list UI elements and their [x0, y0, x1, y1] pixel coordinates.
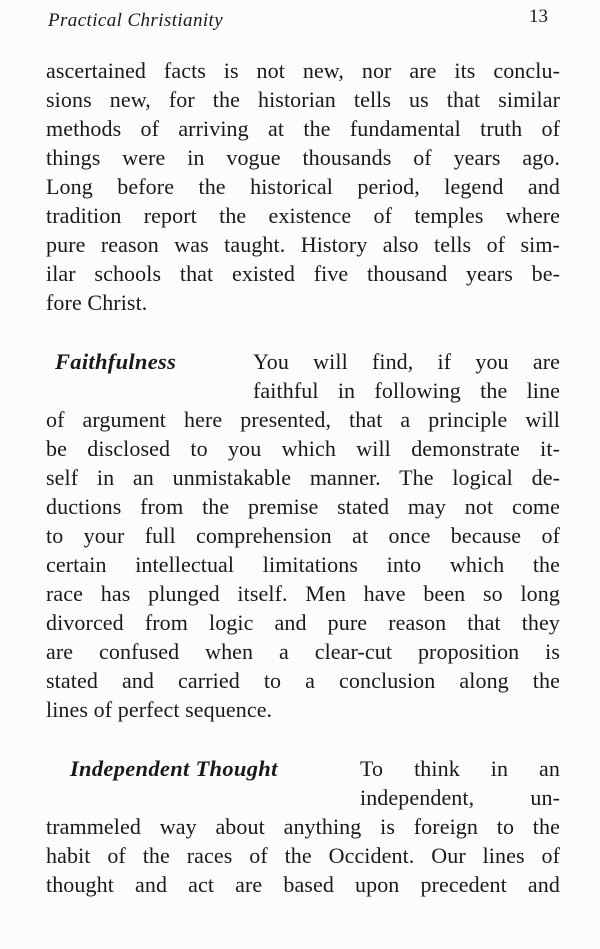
text-line: certain intellectual limitations into which the [46, 552, 560, 577]
text-line: to your full comprehension at once because of [46, 523, 560, 548]
text-line: pure reason was taught. History also tells of sim- [46, 232, 560, 257]
text-line: trammeled way about anything is foreign to the [46, 814, 560, 839]
running-title: Practical Christianity [48, 10, 224, 31]
text-line: thought and act are based upon precedent and [46, 872, 560, 897]
text-line: ductions from the premise stated may not come [46, 494, 560, 519]
text-line: independent, un- [360, 785, 560, 810]
text-line: habit of the races of the Occident. Our lines of [46, 843, 560, 868]
page-number: 13 [529, 6, 548, 27]
text-line: stated and carried to a conclusion along the [46, 668, 560, 693]
section-independent-thought [46, 754, 560, 899]
text-line: You will find, if you are [253, 349, 560, 374]
text-line: methods of arriving at the fundamental truth of [46, 116, 560, 141]
text-line: ilar schools that existed five thousand years be- [46, 261, 560, 286]
text-line: race has plunged itself. Men have been so long [46, 581, 560, 606]
text-line: faithful in following the line [253, 378, 560, 403]
text-line: self in an unmistakable manner. The logical de- [46, 465, 560, 490]
text-line: be disclosed to you which will demonstrate it- [46, 436, 560, 461]
paragraph-continuation [46, 56, 560, 317]
page-body [46, 56, 560, 899]
text-line: things were in vogue thousands of years ago. [46, 145, 560, 170]
text-line: of argument here presented, that a principle will [46, 407, 560, 432]
section-heading-faithfulness: Faithfulness [55, 349, 177, 374]
text-line: ascertained facts is not new, nor are its conclu- [46, 58, 560, 83]
text-line: sions new, for the historian tells us that similar [46, 87, 560, 112]
text-line: Long before the historical period, legend and [46, 174, 560, 199]
text-line: lines of perfect sequence. [46, 697, 273, 722]
section-heading-independent-thought: Independent Thought [70, 756, 278, 781]
text-line: To think in an [360, 756, 560, 781]
page-header [46, 6, 560, 36]
section-faithfulness [46, 347, 560, 724]
text-line: are confused when a clear-cut proposition is [46, 639, 560, 664]
text-line: tradition report the existence of temples where [46, 203, 560, 228]
text-line: fore Christ. [46, 290, 148, 315]
text-line: divorced from logic and pure reason that they [46, 610, 560, 635]
